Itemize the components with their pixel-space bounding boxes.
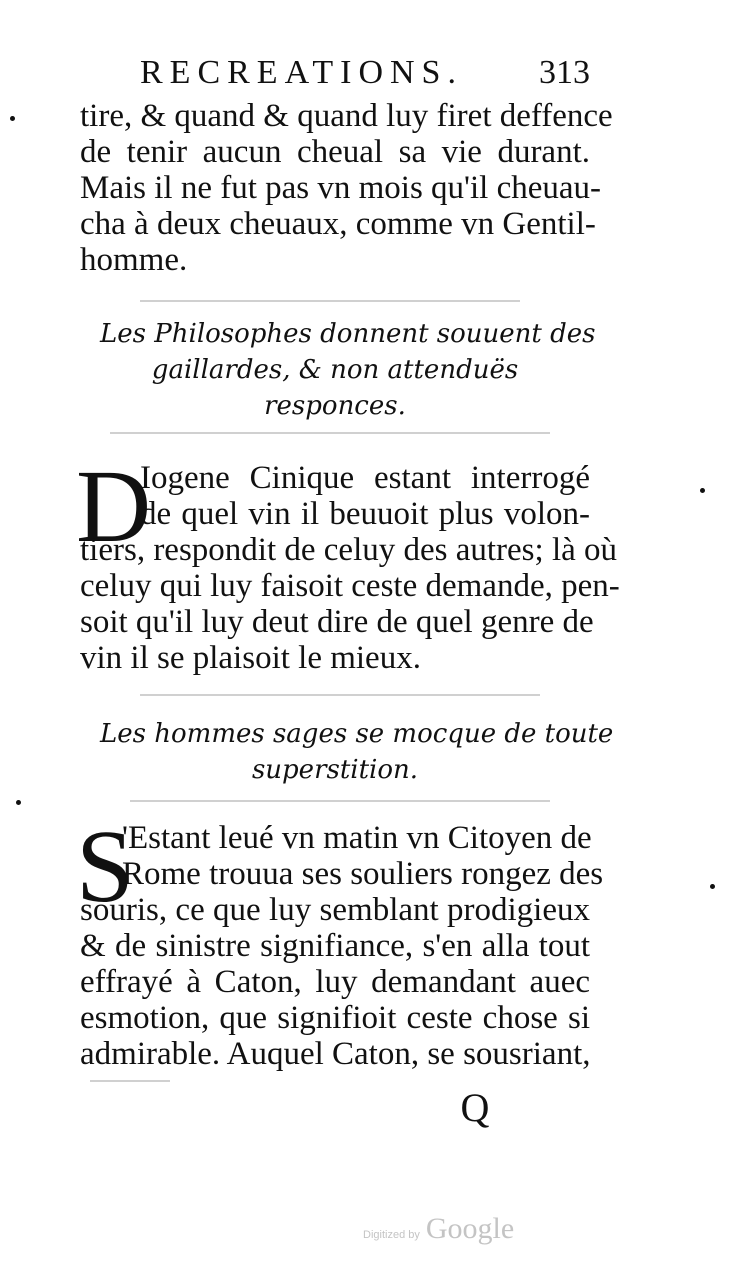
digitization-watermark — [363, 1212, 514, 1252]
text-line: de quel vin il beuuoit plus volon- — [140, 496, 590, 532]
ink-speck — [10, 116, 15, 121]
ink-speck — [16, 800, 21, 805]
text-line: de tenir aucun cheual sa vie durant. — [80, 134, 590, 170]
drop-cap: S — [76, 809, 134, 924]
heading-line: superstition. — [251, 755, 419, 785]
text-line: souris, ce que luy semblant prodigieux — [80, 892, 590, 928]
bleed-through-mark — [130, 800, 550, 802]
bleed-through-mark — [110, 432, 550, 434]
bleed-through-mark — [90, 1080, 170, 1082]
heading-line: Les hommes sages se mocque de toute — [100, 719, 614, 749]
bleed-through-mark — [140, 694, 540, 696]
text-line: 'Estant leué vn matin vn Citoyen de — [122, 820, 592, 856]
text-line: celuy qui luy faisoit ceste demande, pen- — [80, 568, 620, 604]
text-line: Rome trouua ses souliers rongez des — [122, 856, 604, 892]
text-line: soit qu'il luy deut dire de quel genre de — [80, 604, 594, 640]
bleed-through-mark — [140, 300, 520, 302]
ink-speck — [710, 884, 715, 889]
text-line: & de sinistre signifiance, s'en alla tout — [80, 928, 590, 964]
running-head: RECREATIONS. — [140, 54, 463, 91]
heading-line: responces. — [264, 391, 406, 421]
text-line: vin il se plaisoit le mieux. — [80, 640, 421, 676]
catchword: Q — [460, 1085, 490, 1130]
text-line: tire, & quand & quand luy firet deffence — [80, 98, 613, 134]
text-line: homme. — [80, 242, 188, 278]
page-number: 313 — [539, 54, 590, 91]
heading-line: Les Philosophes donnent souuent des — [100, 319, 596, 349]
text-line: effrayé à Caton, luy demandant auec — [80, 964, 590, 1000]
text-line: tiers, respondit de celuy des autres; là où — [80, 532, 618, 568]
text-line: Iogene Cinique estant interrogé — [140, 460, 590, 496]
heading-line: gaillardes, & non attenduës — [151, 355, 519, 385]
drop-cap: D — [76, 449, 152, 564]
ink-speck — [700, 488, 705, 493]
watermark-brand: Google — [425, 1212, 515, 1245]
page-header — [140, 54, 590, 94]
text-line: admirable. Auquel Caton, se sousriant, — [80, 1036, 591, 1072]
text-line: Mais il ne fut pas vn mois qu'il cheuau- — [80, 170, 602, 206]
text-line: cha à deux cheuaux, comme vn Gentil- — [80, 206, 596, 242]
watermark-prefix: Digitized by — [363, 1229, 420, 1241]
text-line: esmotion, que signifioit ceste chose si — [80, 1000, 590, 1036]
